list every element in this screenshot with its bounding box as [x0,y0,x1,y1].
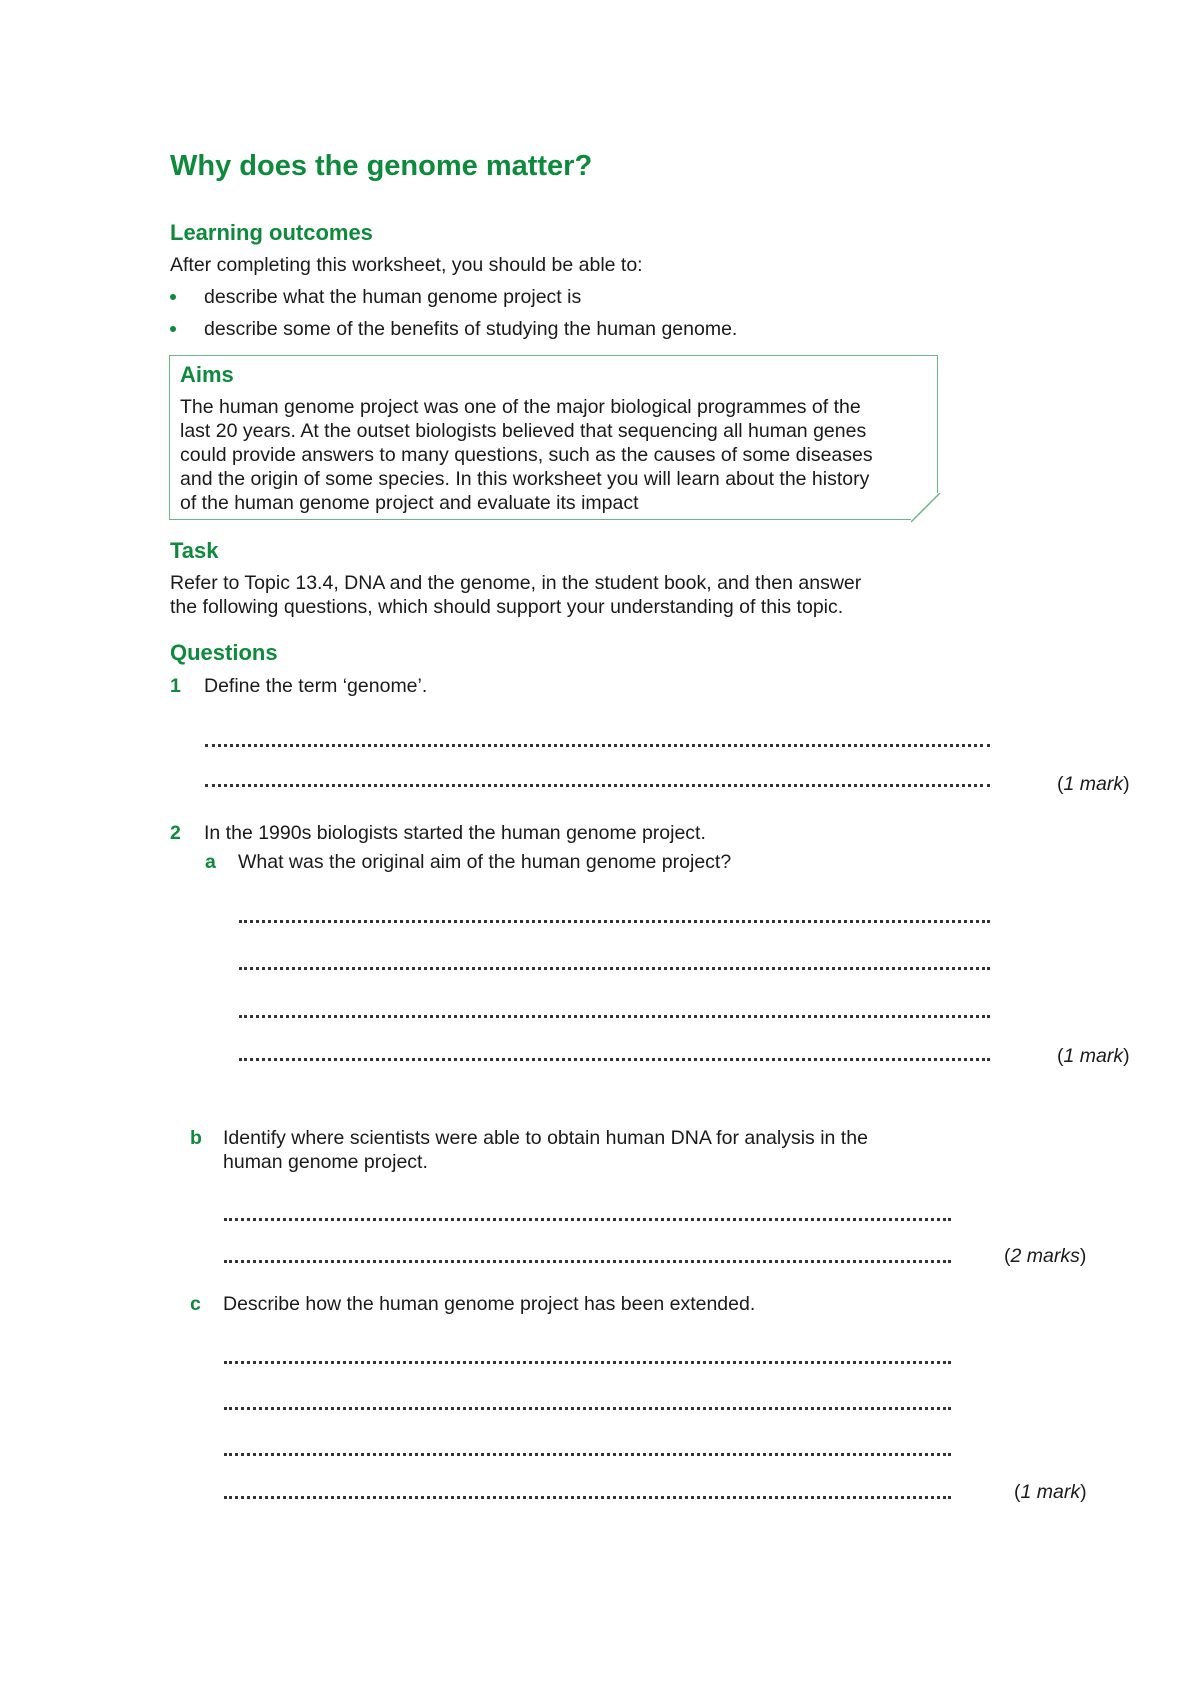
answer-line[interactable] [205,784,990,787]
folded-corner-icon [911,493,939,521]
learning-outcomes-intro: After completing this worksheet, you should be able to: [170,254,643,276]
answer-line[interactable] [224,1407,951,1410]
learning-outcome-item: describe some of the benefits of studying the human genome. [204,318,738,340]
marks-label: (1 mark) [1057,1045,1130,1067]
answer-line[interactable] [239,920,990,923]
aims-line: and the origin of some species. In this worksheet you will learn about the history [180,468,870,490]
learning-outcome-item: describe what the human genome project is [204,286,582,308]
answer-line[interactable] [205,744,990,747]
aims-box [169,355,938,520]
subquestion-letter: b [190,1127,202,1149]
marks-label: (2 marks) [1004,1245,1087,1267]
answer-line[interactable] [239,1058,990,1061]
subquestion-letter: c [190,1293,201,1315]
subquestion-text: Identify where scientists were able to obtain human DNA for analysis in the [223,1127,868,1149]
answer-line[interactable] [224,1260,951,1263]
aims-heading: Aims [180,362,234,387]
page-title: Why does the genome matter? [170,150,593,182]
aims-line: of the human genome project and evaluate its impact [180,492,639,514]
bullet-dot-icon [170,326,176,332]
questions-heading: Questions [170,640,278,665]
marks-value: 1 mark [1063,1045,1124,1067]
marks-label: (1 mark) [1057,773,1130,795]
subquestion-text: human genome project. [223,1151,428,1173]
question-number: 2 [170,822,181,844]
answer-line[interactable] [224,1361,951,1364]
aims-line: The human genome project was one of the major biological programmes of the [180,396,861,418]
answer-line[interactable] [224,1218,951,1221]
bullet-dot-icon [170,294,176,300]
marks-value: 1 mark [1020,1481,1081,1503]
answer-line[interactable] [239,967,990,970]
question-text: Define the term ‘genome’. [204,675,428,697]
learning-outcomes-heading: Learning outcomes [170,220,373,245]
aims-line: last 20 years. At the outset biologists believed that sequencing all human genes [180,420,867,442]
question-number: 1 [170,675,181,697]
aims-text [180,395,930,515]
answer-line[interactable] [224,1453,951,1456]
question-text: In the 1990s biologists started the human genome project. [204,822,706,844]
marks-value: 1 mark [1063,773,1124,795]
subquestion-text: Describe how the human genome project has been extended. [223,1293,756,1315]
task-line: the following questions, which should support your understanding of this topic. [170,596,844,618]
aims-line: could provide answers to many questions, such as the causes of some diseases [180,444,873,466]
answer-line[interactable] [239,1015,990,1018]
subquestion-letter: a [205,851,216,873]
subquestion-text: What was the original aim of the human genome project? [238,851,732,873]
answer-line[interactable] [224,1496,951,1499]
task-line: Refer to Topic 13.4, DNA and the genome, in the student book, and then answer [170,572,862,594]
marks-value: 2 marks [1010,1245,1080,1267]
task-heading: Task [170,538,219,563]
marks-label: (1 mark) [1014,1481,1087,1503]
